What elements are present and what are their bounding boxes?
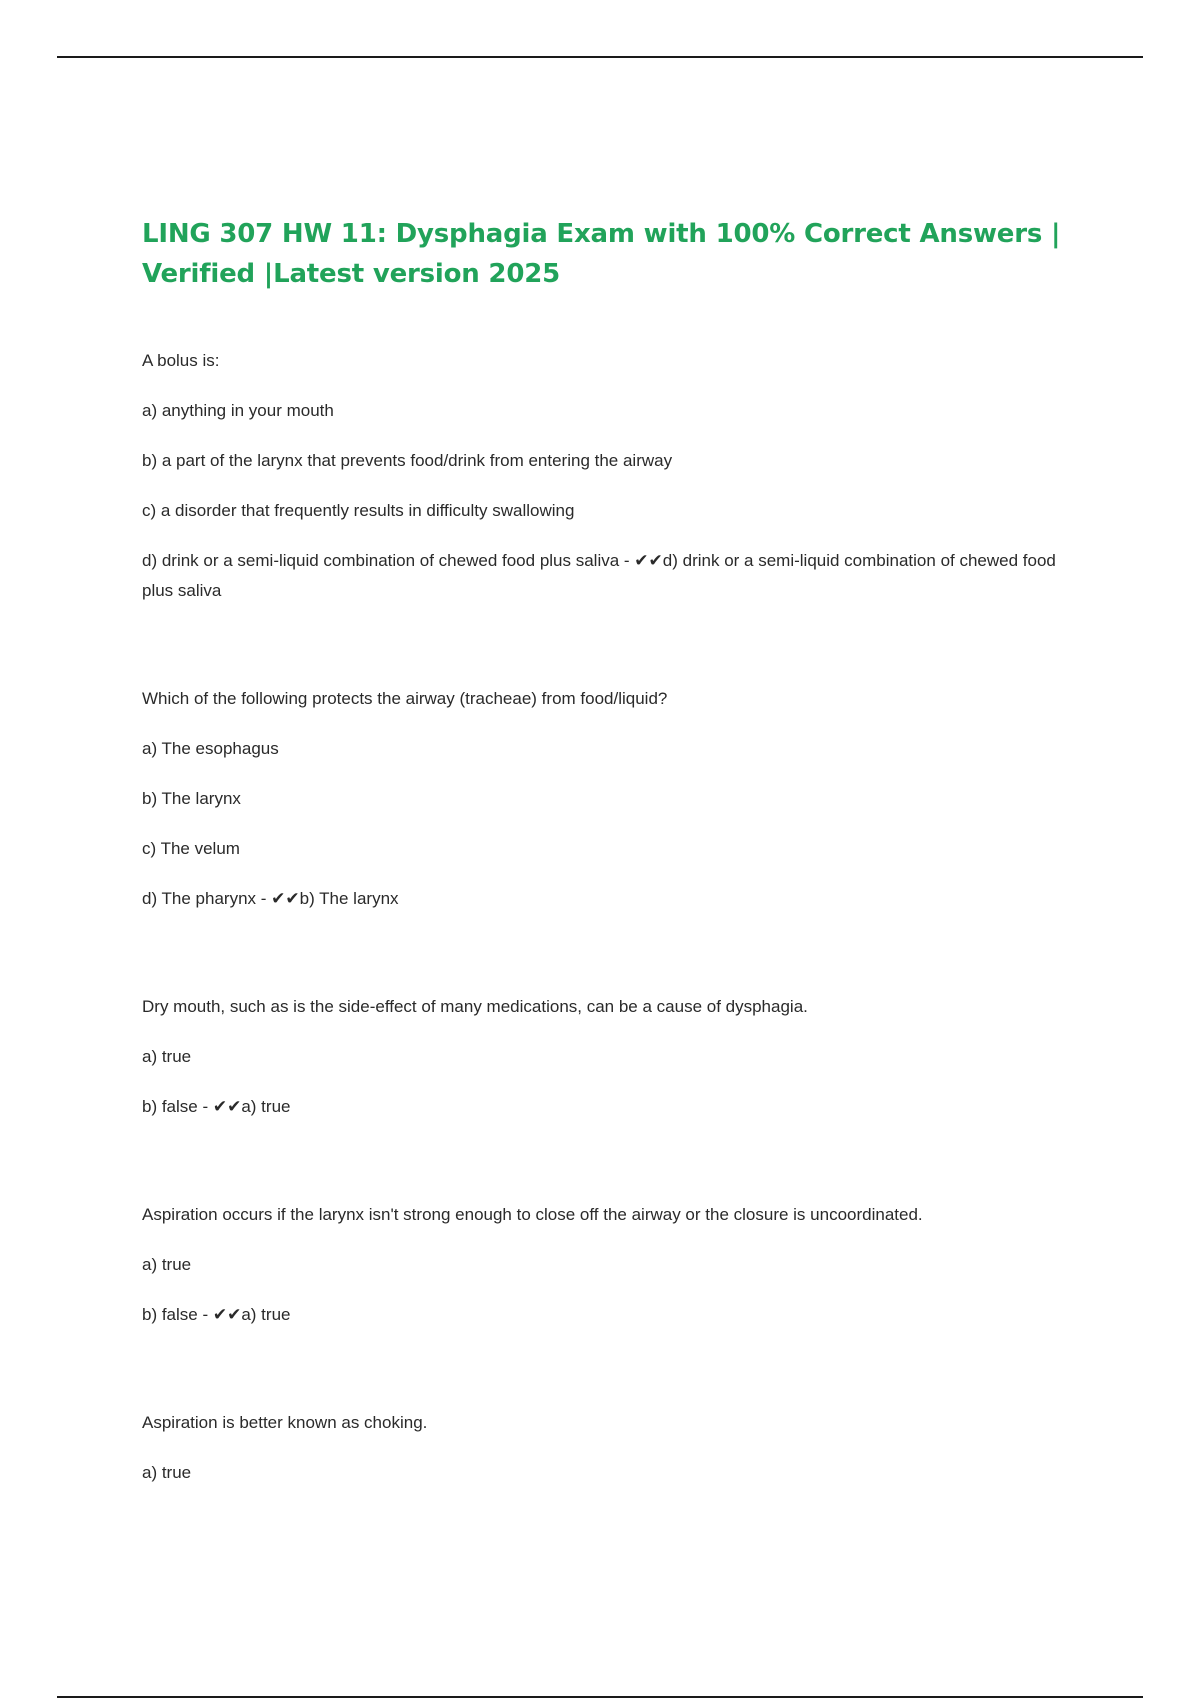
question-text: Aspiration is better known as choking. — [142, 1413, 428, 1432]
answer-option: c) The velum — [142, 839, 240, 858]
answer-option-with-key: d) drink or a semi-liquid combination of chewed food plus saliva - ✔✔d) drink or a semi-liquid combination of chewed food plus saliva — [142, 551, 1056, 600]
question-block-1 — [142, 346, 1082, 606]
answer-option: b) The larynx — [142, 789, 241, 808]
question-block-2 — [142, 684, 1082, 914]
question-block-4 — [142, 1200, 1082, 1330]
bottom-rule — [57, 1696, 1143, 1698]
answer-option: c) a disorder that frequently results in difficulty swallowing — [142, 501, 575, 520]
answer-option-with-key: b) false - ✔✔a) true — [142, 1305, 291, 1324]
question-block-3 — [142, 992, 1082, 1122]
question-text: A bolus is: — [142, 351, 220, 370]
question-block-5 — [142, 1408, 1082, 1488]
answer-option-with-key: b) false - ✔✔a) true — [142, 1097, 291, 1116]
question-text: Aspiration occurs if the larynx isn't strong enough to close off the airway or the closure is uncoordinated. — [142, 1205, 923, 1224]
top-rule — [57, 56, 1143, 58]
answer-option: a) true — [142, 1255, 192, 1274]
document-title: LING 307 HW 11: Dysphagia Exam with 100% Correct Answers | Verified |Latest version 2025 — [142, 219, 1061, 289]
answer-option: a) anything in your mouth — [142, 401, 334, 420]
answer-option: a) true — [142, 1047, 192, 1066]
answer-option: a) The esophagus — [142, 739, 279, 758]
document-body — [142, 214, 1082, 1566]
question-text: Dry mouth, such as is the side-effect of many medications, can be a cause of dysphagia. — [142, 997, 808, 1016]
question-text: Which of the following protects the airway (tracheae) from food/liquid? — [142, 689, 668, 708]
answer-option: b) a part of the larynx that prevents food/drink from entering the airway — [142, 451, 673, 470]
answer-option-with-key: d) The pharynx - ✔✔b) The larynx — [142, 889, 399, 908]
answer-option: a) true — [142, 1463, 192, 1482]
